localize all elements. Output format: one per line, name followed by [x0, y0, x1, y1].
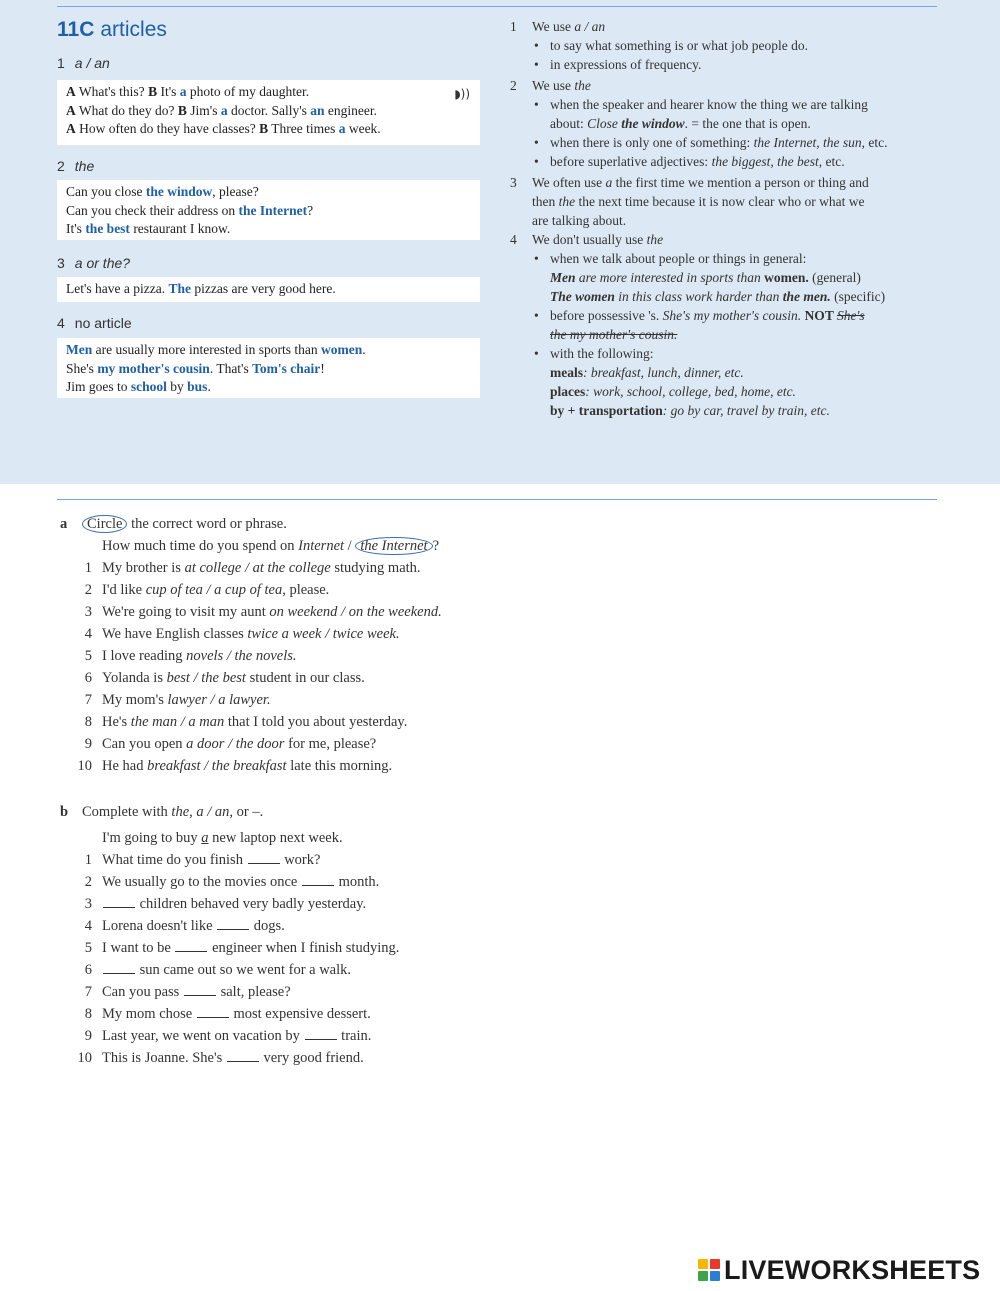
example-box-the [57, 180, 480, 240]
exercise-b [60, 801, 399, 1069]
answer-blank[interactable] [197, 1005, 229, 1018]
exercise-b-instruction: b Complete with the, a / an, or –. [60, 804, 264, 820]
rule-example: places: work, school, college, bed, home, etc. [550, 384, 796, 399]
rule-bullet: • with the following: [510, 344, 940, 363]
rule-bullet: • before possessive 's. She's my mother's cousin. NOT She's the my mother's cousin. [510, 306, 940, 344]
section-divider [57, 499, 937, 500]
rule-bullet: • when we talk about people or things in general: [510, 249, 940, 268]
exercise-a-item[interactable]: 4 We have English classes twice a week / twice week. [84, 626, 400, 642]
answer-blank[interactable] [103, 895, 135, 908]
example-line: Jim goes to school by bus. [66, 379, 211, 394]
lesson-title: articles [100, 18, 167, 41]
answer-blank[interactable] [227, 1049, 259, 1062]
section-heading-the: 2 the [57, 158, 95, 174]
exercise-a-item[interactable]: 1 My brother is at college / at the college studying math. [84, 560, 421, 576]
answer-options[interactable]: breakfast / the breakfast [147, 758, 287, 774]
answer-options[interactable]: best / the best [166, 670, 246, 686]
example-line: Men are usually more interested in sports than women. [66, 342, 366, 357]
answer-options[interactable]: a door / the door [186, 736, 285, 752]
answer-blank[interactable] [305, 1027, 337, 1040]
exercise-b-item: 8 My mom chose most expensive dessert. [84, 1006, 371, 1022]
example-box-a-an [57, 80, 480, 145]
example-box-no-article [57, 338, 480, 398]
page-title [57, 18, 167, 42]
exercise-b-item: 1 What time do you finish work? [84, 852, 321, 868]
answer-blank[interactable] [217, 917, 249, 930]
exercise-b-item: 2 We usually go to the movies once month. [84, 874, 380, 890]
circled-answer: the Internet [355, 537, 432, 555]
exercise-b-item: 6 sun came out so we went for a walk. [84, 962, 352, 978]
exercise-a-item[interactable]: 10 He had breakfast / the breakfast late this morning. [77, 758, 393, 774]
exercise-a-instruction: a Circle the correct word or phrase. [60, 516, 287, 532]
example-line: Let's have a pizza. The pizzas are very good here. [66, 281, 336, 296]
example-line: She's my mother's cousin. That's Tom's chair! [66, 360, 325, 376]
example-line: A What's this? B It's a photo of my daughter. [66, 84, 310, 99]
exercise-b-item: 7 Can you pass salt, please? [84, 984, 291, 1000]
exercise-a-item[interactable]: 6 Yolanda is best / the best student in our class. [84, 670, 365, 686]
rule-1: 1 We use a / an [510, 19, 606, 34]
section-heading-no-article: 4 no article [57, 315, 132, 331]
example-line: Can you check their address on the Internet? [66, 202, 314, 218]
example-line: It's the best restaurant I know. [66, 221, 231, 236]
example-line: Can you close the window, please? [66, 184, 259, 199]
example-line: A What do they do? B Jim's a doctor. Sally's an engineer. [66, 102, 378, 118]
answer-blank[interactable] [184, 983, 216, 996]
grammar-rules [510, 17, 940, 420]
answer-options[interactable]: the man / a man [130, 714, 225, 730]
exercise-b-item: 5 I want to be engineer when I finish studying. [84, 940, 400, 956]
answer-options[interactable]: at college / at the college [184, 560, 331, 576]
answer-blank[interactable] [175, 939, 207, 952]
rule-2: 2 We use the [510, 78, 591, 93]
section-heading-a-or-the: 3 a or the? [57, 255, 131, 271]
audio-icon[interactable]: ◗)) [454, 87, 470, 101]
rule-bullet: • when the speaker and hearer know the thing we are talking about: Close the window. = the one that is open. [510, 95, 940, 133]
rule-example: meals: breakfast, lunch, dinner, etc. [550, 365, 744, 380]
rule-4: 4 We don't usually use the [510, 232, 664, 247]
exercise-a-item[interactable]: 7 My mom's lawyer / a lawyer. [84, 692, 271, 708]
example-line: A How often do they have classes? B Three times a week. [66, 121, 381, 136]
answer-blank[interactable] [248, 851, 280, 864]
section-heading-a-an: 1 a / an [57, 55, 110, 71]
answer-blank[interactable] [302, 873, 334, 886]
exercise-a-item[interactable]: 5 I love reading novels / the novels. [84, 648, 297, 664]
exercise-b-item: 4 Lorena doesn't like dogs. [84, 918, 285, 934]
exercise-a [60, 513, 442, 777]
exercise-b-example: I'm going to buy a new laptop next week. [102, 830, 343, 846]
answer-options[interactable]: novels / the novels. [186, 648, 297, 664]
answer-options[interactable]: on weekend / on the weekend. [269, 604, 442, 620]
rule-bullet: • before superlative adjectives: the biggest, the best, etc. [510, 152, 940, 171]
exercise-a-item[interactable]: 2 I'd like cup of tea / a cup of tea, please. [84, 582, 330, 598]
rule-bullet: • in expressions of frequency. [510, 55, 940, 74]
rule-bullet: • to say what something is or what job people do. [510, 36, 940, 55]
exercise-a-example: How much time do you spend on Internet / the Internet ? [102, 538, 440, 554]
answer-options[interactable]: cup of tea / a cup of tea [145, 582, 283, 598]
exercise-b-item: 9 Last year, we went on vacation by train. [84, 1028, 372, 1044]
answer-options[interactable]: lawyer / a lawyer. [167, 692, 271, 708]
exercise-a-item[interactable]: 3 We're going to visit my aunt on weekend / on the weekend. [84, 604, 442, 620]
rule-example: The women in this class work harder than the men. (specific) [550, 289, 886, 304]
rule-bullet: • when there is only one of something: the Internet, the sun, etc. [510, 133, 940, 152]
exercise-b-item: 10 This is Joanne. She's very good friend. [77, 1050, 364, 1066]
liveworksheets-logo-text: LIVEWORKSHEETS [724, 1255, 981, 1285]
rule-3: 3 We often use a the first time we mention a person or thing and then the the next time because it is now clear who or what we are talking about. [510, 175, 869, 228]
example-box-a-or-the [57, 277, 480, 302]
answer-options[interactable]: twice a week / twice week. [247, 626, 400, 642]
exercise-b-item: 3 children behaved very badly yesterday. [84, 896, 367, 912]
rule-example: Men are more interested in sports than women. (general) [550, 270, 861, 285]
exercise-a-item[interactable]: 9 Can you open a door / the door for me, please? [84, 736, 377, 752]
top-divider [57, 6, 937, 7]
lesson-code: 11C [57, 18, 95, 41]
exercise-a-item[interactable]: 8 He's the man / a man that I told you about yesterday. [84, 714, 408, 730]
liveworksheets-logo-icon [698, 1259, 720, 1281]
rule-example: by + transportation: go by car, travel by train, etc. [550, 403, 830, 418]
answer-blank[interactable] [103, 961, 135, 974]
liveworksheets-logo [698, 1255, 994, 1285]
